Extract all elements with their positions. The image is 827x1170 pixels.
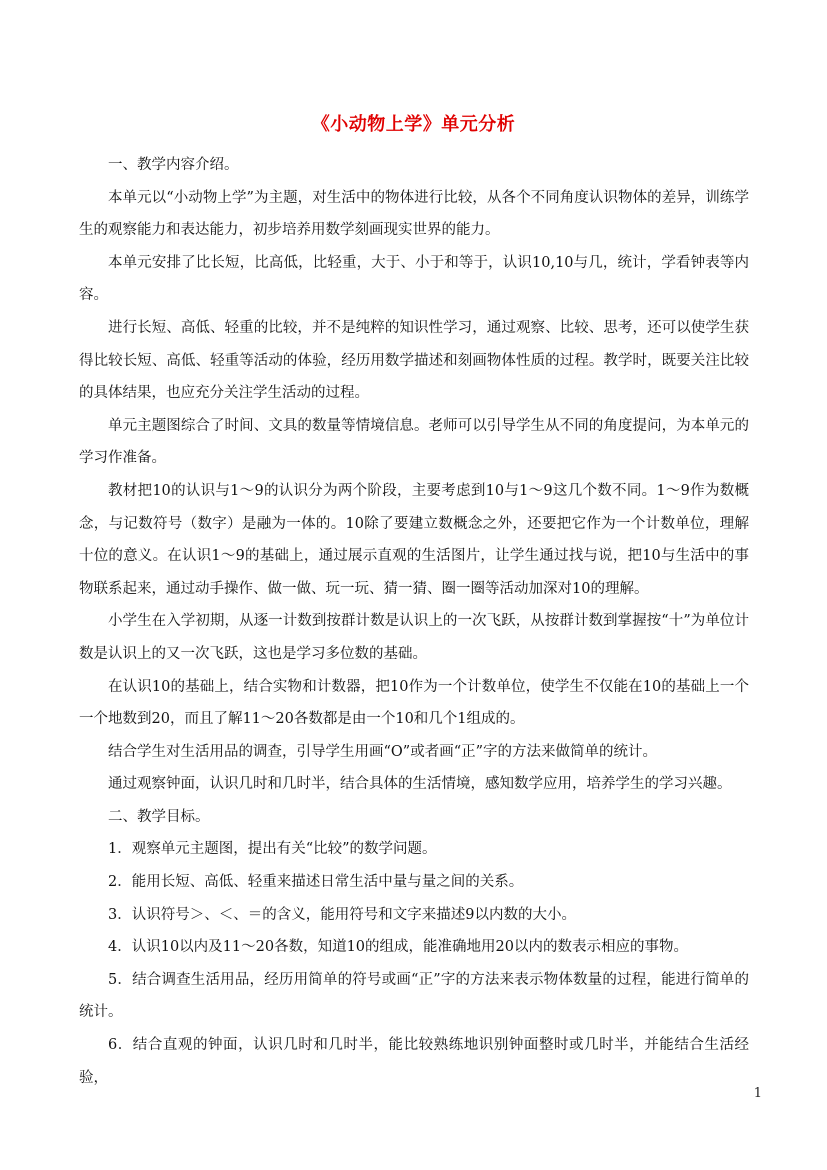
goal-item: 1．观察单元主题图，提出有关“比较”的数学问题。 — [108, 841, 437, 858]
section-heading-content-intro: 一、教学内容介绍。 — [108, 157, 239, 173]
section-heading-teaching-goals: 二、教学目标。 — [108, 808, 210, 825]
body-paragraph: 小学生在入学初期，从逐一计数到按群计数是认识上的一次飞跃，从按群计数到掌握按“十”为单位计数是认识上的又一次飞跃，这也是学习多位数的基础。 — [79, 613, 749, 662]
goal-item: 5．结合调查生活用品，经历用简单的符号或画“正”字的方法来表示物体数量的过程，能进行简单的统计。 — [79, 971, 749, 1021]
body-paragraph: 通过观察钟面，认识几时和几时半，结合具体的生活情境，感知数学应用，培养学生的学习兴趣。 — [108, 776, 732, 793]
body-paragraph: 结合学生对生活用品的调查，引导学生用画“O”或者画“正”字的方法来做简单的统计。 — [108, 743, 658, 760]
body-paragraph: 单元主题图综合了时间、文具的数量等情境信息。老师可以引导学生从不同的角度提问，为本单元的学习作准备。 — [79, 417, 749, 467]
body-paragraph: 教材把10的认识与1～9的认识分为两个阶段，主要考虑到10与1～9这几个数不同。1～9作为数概念，与记数符号（数字）是融为一体的。10除了要建立数概念之外，还要把它作为一个计数单位，理解十位的意义。在认识1～9的基础上，通过展示直观的生活图片，让学生通过找与说，把10与生活中的事物联系起来，通过动手操作、做一做、玩一玩、猜一猜、圈一圈等活动加深对10的理解。 — [79, 482, 750, 597]
goal-item: 2．能用长短、高低、轻重来描述日常生活中量与量之间的关系。 — [108, 874, 524, 891]
body-paragraph: 本单元以“小动物上学”为主题，对生活中的物体进行比较，从各个不同角度认识物体的差异，训练学生的观察能力和表达能力，初步培养用数学刻画现实世界的能力。 — [79, 189, 749, 239]
goal-item: 4．认识10以内及11～20各数，知道10的组成，能准确地用20以内的数表示相应的事物。 — [108, 939, 688, 956]
document-title: 《小动物上学》单元分析 — [311, 114, 516, 135]
document-body — [79, 149, 749, 1094]
goal-item: 3．认识符号＞、＜、＝的含义，能用符号和文字来描述9以内数的大小。 — [108, 906, 576, 923]
body-paragraph: 在认识10的基础上，结合实物和计数器，把10作为一个计数单位，使学生不仅能在10的基础上一个一个地数到20，而且了解11～20各数都是由一个10和几个1组成的。 — [79, 678, 749, 728]
page-number: 1 — [753, 1086, 762, 1101]
goal-item: 6．结合直观的钟面，认识几时和几时半，能比较熟练地识别钟面整时或几时半，并能结合生活经验， — [79, 1037, 749, 1086]
body-paragraph: 进行长短、高低、轻重的比较，并不是纯粹的知识性学习，通过观察、比较、思考，还可以使学生获得比较长短、高低、轻重等活动的体验，经历用数学描述和刻画物体性质的过程。教学时，既要关注比较的具体结果，也应充分关注学生活动的过程。 — [79, 319, 749, 402]
body-paragraph: 本单元安排了比长短，比高低，比轻重，大于、小于和等于，认识10,10与几，统计，学看钟表等内容。 — [79, 254, 749, 304]
